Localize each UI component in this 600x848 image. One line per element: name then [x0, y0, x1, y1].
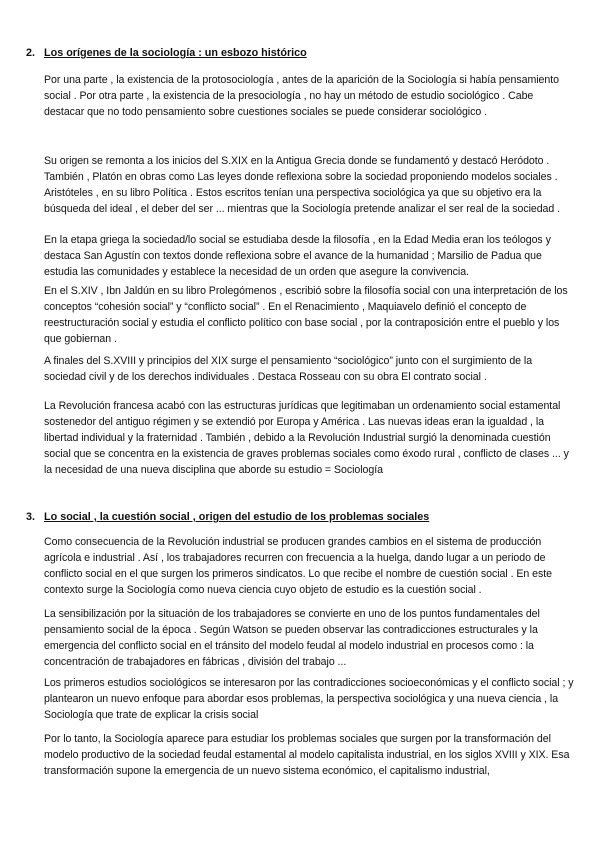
paragraph: A finales del S.XVIII y principios del XIX surge el pensamiento “sociológico” junto con el surgimiento de la sociedad civil y de los derechos individuales . Destaca Rosseau con su obra El contrato social .: [44, 355, 533, 383]
section-heading: [26, 511, 586, 524]
section-title: Los orígenes de la sociología : un esbozo histórico: [44, 47, 307, 59]
paragraph: Su origen se remonta a los inicios del S.XIX en la Antigua Grecia donde se fundamentó y destacó Heródoto . También , Platón en obras como Las leyes donde reflexiona sobre la sociedad proponiendo modelos sociales . Aristóteles , en su libro Política . Estos escritos tenían una perspectiva sociológica ya que su objetivo era la búsqueda del ideal , el deber del ser ... mientras que la Sociología pretende analizar el ser real de la sociedad .: [44, 155, 561, 215]
section-title: Lo social , la cuestión social , origen del estudio de los problemas sociales: [44, 511, 430, 523]
paragraph: Por una parte , la existencia de la protosociología , antes de la aparición de la Sociología si había pensamiento social . Por otra parte , la existencia de la presociología , no hay un método de estudio sociológico . Cabe destacar que no todo pensamiento sobre cuestiones sociales se puede considerar sociológico .: [44, 74, 559, 118]
section-heading: [26, 47, 586, 60]
paragraph: Como consecuencia de la Revolución industrial se producen grandes cambios en el sistema de producción agrícola e industrial . Así , los trabajadores recurren con frecuencia a la huelga, dando lugar a un periodo de conflicto social en el que surgen los primeros sindicatos. Lo que recibe el nombre de cuestión social . En este contexto surge la Sociología como nueva ciencia cuyo objeto de estudio es la cuestión social .: [44, 536, 552, 596]
paragraph: Los primeros estudios sociológicos se interesaron por las contradicciones socioeconómicas y el conflicto social ; y plantearon un nuevo enfoque para abordar esos problemas, la perspectiva sociológica y una nueva ciencia , la Sociología que trate de explicar la crisis social: [44, 677, 574, 721]
paragraph: La Revolución francesa acabó con las estructuras jurídicas que legitimaban un ordenamiento social estamental sostenedor del antiguo régimen y se extendió por Europa y América . Las nuevas ideas eran la igualdad , la libertad individual y la fraternidad . También , debido a la Revolución Industrial surgió la denominada cuestión social que se concentra en la existencia de graves problemas sociales como éxodo rural , conflicto de clases ... y la necesidad de una nueva disciplina que aborde su estudio = Sociología: [44, 400, 569, 476]
paragraph: En el S.XIV , Ibn Jaldún en su libro Prolegómenos , escribió sobre la filosofía social con una interpretación de los conceptos “cohesión social” y “conflicto social” . En el Renacimiento , Maquiavelo definió el concepto de reestructuración social y estudia el conflicto político con base social , por la contraposición entre el pueblo y los que gobiernan .: [44, 285, 568, 345]
section-number: 3.: [26, 511, 36, 523]
paragraph: La sensibilización por la situación de los trabajadores se convierte en uno de los puntos fundamentales del pensamiento social de la época . Según Watson se pueden observar las contradicciones estructurales y la emergencia del conflicto social en el tránsito del modelo feudal al modelo industrial en procesos como : la concentración de trabajadores en fábricas , división del trabajo ...: [44, 608, 540, 668]
section-number: 2.: [26, 47, 36, 59]
paragraph: Por lo tanto, la Sociología aparece para estudiar los problemas sociales que surgen por la transformación del modelo productivo de la sociedad feudal estamental al modelo capitalista industrial, en los siglos XVIII y XIX. Esa transformación supone la emergencia de un nuevo sistema económico, el capitalismo industrial,: [44, 733, 570, 777]
paragraph: En la etapa griega la sociedad/lo social se estudiaba desde la filosofía , en la Edad Media eran los teólogos y destaca San Agustín con textos donde reflexiona sobre el avance de la humanidad ; Marsilio de Padua que estudia las comunidades y establece la necesidad de un orden que asegure la convivencia.: [44, 234, 551, 278]
